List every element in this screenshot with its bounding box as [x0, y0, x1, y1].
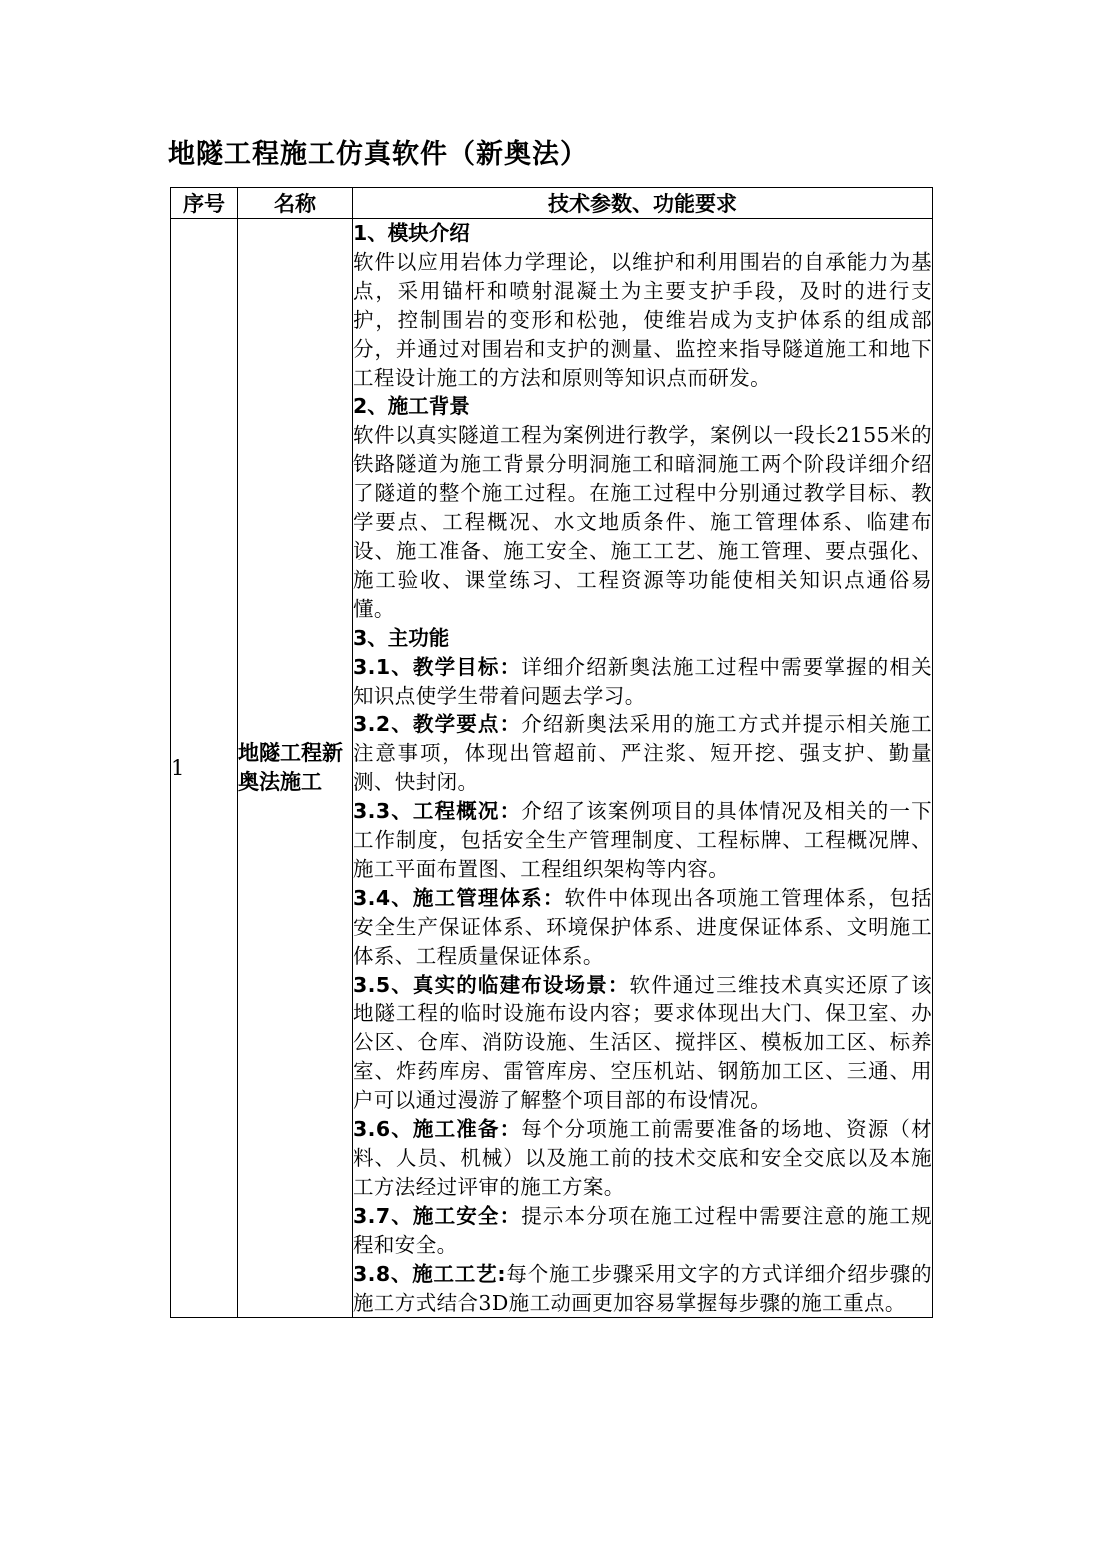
function-text: 软件中体现出各项施工管理体系，包括安全生产保证体系、环境保护体系、进度保证体系、文明施工体系、工程质量保证体系。 [353, 885, 932, 968]
function-text: 详细介绍新奥法施工过程中需要掌握的相关知识点使学生带着问题去学习。 [353, 654, 932, 708]
function-text: 软件通过三维技术真实还原了该地隧工程的临时设施布设内容；要求体现出大门、保卫室、办公区、仓库、消防设施、生活区、搅拌区、模板加工区、标养室、炸药库房、雷管库房、空压机站、钢筋加工区、三通、用户可以通过漫游了解整个项目部的布设情况。 [353, 972, 932, 1113]
function-label: 3.2、教学要点： [353, 712, 522, 737]
function-text: 每个施工步骤采用文字的方式详细介绍步骤的施工方式结合3D施工动画更加容易掌握每步骤的施工重点。 [353, 1261, 932, 1315]
header-name: 名称 [238, 188, 353, 219]
header-spec: 技术参数、功能要求 [353, 188, 933, 219]
header-index: 序号 [171, 188, 238, 219]
section-text-background: 软件以真实隧道工程为案例进行教学，案例以一段长2155米的铁路隧道为施工背景分明洞施工和暗洞施工两个阶段详细介绍了隧道的整个施工过程。在施工过程中分别通过教学目标、教学要点、工程概况、水文地质条件、施工管理体系、临建布设、施工准备、施工安全、施工工艺、施工管理、要点强化、施工验收、课堂练习、工程资源等功能使相关知识点通俗易懂。 [353, 423, 932, 621]
function-label: 3.3、工程概况： [353, 799, 522, 824]
section-title-intro: 1、模块介绍 [353, 221, 470, 245]
function-label: 3.4、施工管理体系： [353, 885, 565, 910]
table-row [171, 219, 933, 1318]
spec-table [170, 187, 933, 1318]
function-item [353, 1115, 932, 1202]
function-item [353, 971, 932, 1116]
function-label: 3.1、教学目标： [353, 654, 522, 679]
function-item [353, 1260, 932, 1318]
function-label: 3.6、施工准备： [353, 1117, 522, 1142]
function-text: 每个分项施工前需要准备的场地、资源（材料、人员、机械）以及施工前的技术交底和安全交底以及本施工方法经过评审的施工方案。 [353, 1117, 932, 1199]
function-item [353, 653, 932, 711]
section-title-background: 2、施工背景 [353, 394, 470, 419]
row-spec [353, 219, 933, 1318]
section-title-main-functions: 3、主功能 [353, 625, 450, 650]
function-item [353, 1202, 932, 1260]
table-header-row [171, 188, 933, 219]
function-item [353, 797, 932, 884]
page-title: 地隧工程施工仿真软件（新奥法） [168, 139, 588, 170]
function-label: 3.7、施工安全： [353, 1203, 522, 1228]
function-text: 介绍了该案例项目的具体情况及相关的一下工作制度，包括安全生产管理制度、工程标牌、工程概况牌、施工平面布置图、工程组织架构等内容。 [353, 799, 932, 881]
section-text-intro: 软件以应用岩体力学理论，以维护和利用围岩的自承能力为基点，采用锚杆和喷射混凝土为主要支护手段，及时的进行支护，控制围岩的变形和松弛，使维岩成为支护体系的组成部分，并通过对围岩和支护的测量、监控来指导隧道施工和地下工程设计施工的方法和原则等知识点而研发。 [353, 249, 932, 390]
function-text: 介绍新奥法采用的施工方式并提示相关施工注意事项，体现出管超前、严注浆、短开挖、强支护、勤量测、快封闭。 [353, 712, 932, 795]
function-item [353, 884, 932, 971]
function-label: 3.5、真实的临建布设场景： [353, 972, 630, 997]
function-item [353, 710, 932, 797]
row-index: 1 [171, 219, 238, 1318]
function-text: 提示本分项在施工过程中需要注意的施工规程和安全。 [353, 1203, 932, 1257]
row-name: 地隧工程新奥法施工 [238, 219, 353, 1318]
function-label: 3.8、施工工艺: [353, 1261, 507, 1286]
